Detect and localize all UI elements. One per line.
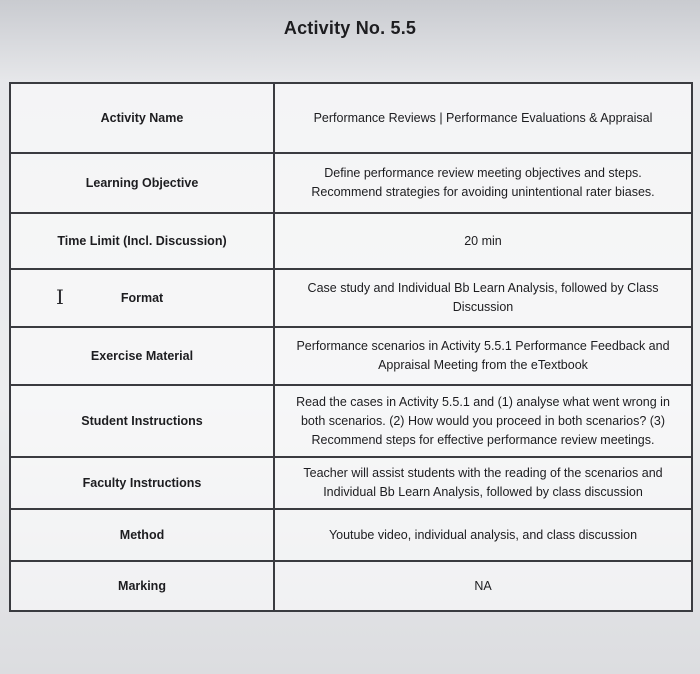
table-row xyxy=(10,509,692,561)
row-label-marking: Marking xyxy=(10,561,274,611)
value-line: Individual Bb Learn Analysis, followed by class discussion xyxy=(323,485,643,499)
table-row xyxy=(10,561,692,611)
table-row xyxy=(10,153,692,213)
table-row xyxy=(10,385,692,457)
value-line: Performance Reviews | Performance Evaluations & Appraisal xyxy=(313,110,653,125)
row-value-time-limit xyxy=(274,213,692,269)
row-label-faculty-instructions: Faculty Instructions xyxy=(10,457,274,509)
value-line: both scenarios. (2) How would you proceed in both scenarios? (3) xyxy=(300,413,666,428)
value-line: Youtube video, individual analysis, and class discussion xyxy=(328,527,638,542)
table-row xyxy=(10,83,692,153)
row-value-learning-objective xyxy=(274,153,692,213)
value-line: Teacher will assist students with the reading of the scenarios and xyxy=(303,466,663,480)
value-line: Discussion xyxy=(452,300,514,314)
table-row xyxy=(10,457,692,509)
row-value-faculty-instructions xyxy=(274,457,692,509)
row-label-exercise-material: Exercise Material xyxy=(10,327,274,385)
row-value-format xyxy=(274,269,692,327)
row-value-marking xyxy=(274,561,692,611)
activity-title: Activity No. 5.5 xyxy=(283,18,417,38)
value-line: NA xyxy=(474,578,492,593)
row-value-activity-name xyxy=(274,83,692,153)
table-row xyxy=(10,327,692,385)
row-label-student-instructions: Student Instructions xyxy=(10,385,274,457)
value-line: Recommend steps for effective performance review meetings. xyxy=(311,432,655,447)
value-line: Read the cases in Activity 5.5.1 and (1) analyse what went wrong in xyxy=(296,394,670,409)
text-cursor-icon: I xyxy=(56,285,64,309)
row-value-student-instructions xyxy=(274,385,692,457)
activity-table xyxy=(9,82,693,612)
table-row xyxy=(10,269,692,327)
row-label-method: Method xyxy=(10,509,274,561)
row-label-time-limit: Time Limit (Incl. Discussion) xyxy=(10,213,274,269)
value-line: Case study and Individual Bb Learn Analysis, followed by Class xyxy=(307,281,659,295)
row-label-activity-name: Activity Name xyxy=(10,83,274,153)
table-row xyxy=(10,213,692,269)
value-line: 20 min xyxy=(464,233,502,248)
value-line: Define performance review meeting objectives and steps. xyxy=(324,166,642,180)
row-value-method xyxy=(274,509,692,561)
value-line: Appraisal Meeting from the eTextbook xyxy=(378,358,588,372)
row-value-exercise-material xyxy=(274,327,692,385)
row-label-learning-objective: Learning Objective xyxy=(10,153,274,213)
value-line: Recommend strategies for avoiding unintentional rater biases. xyxy=(311,185,655,199)
value-line: Performance scenarios in Activity 5.5.1 Performance Feedback and xyxy=(296,339,670,353)
row-label-format: Format xyxy=(10,269,274,327)
